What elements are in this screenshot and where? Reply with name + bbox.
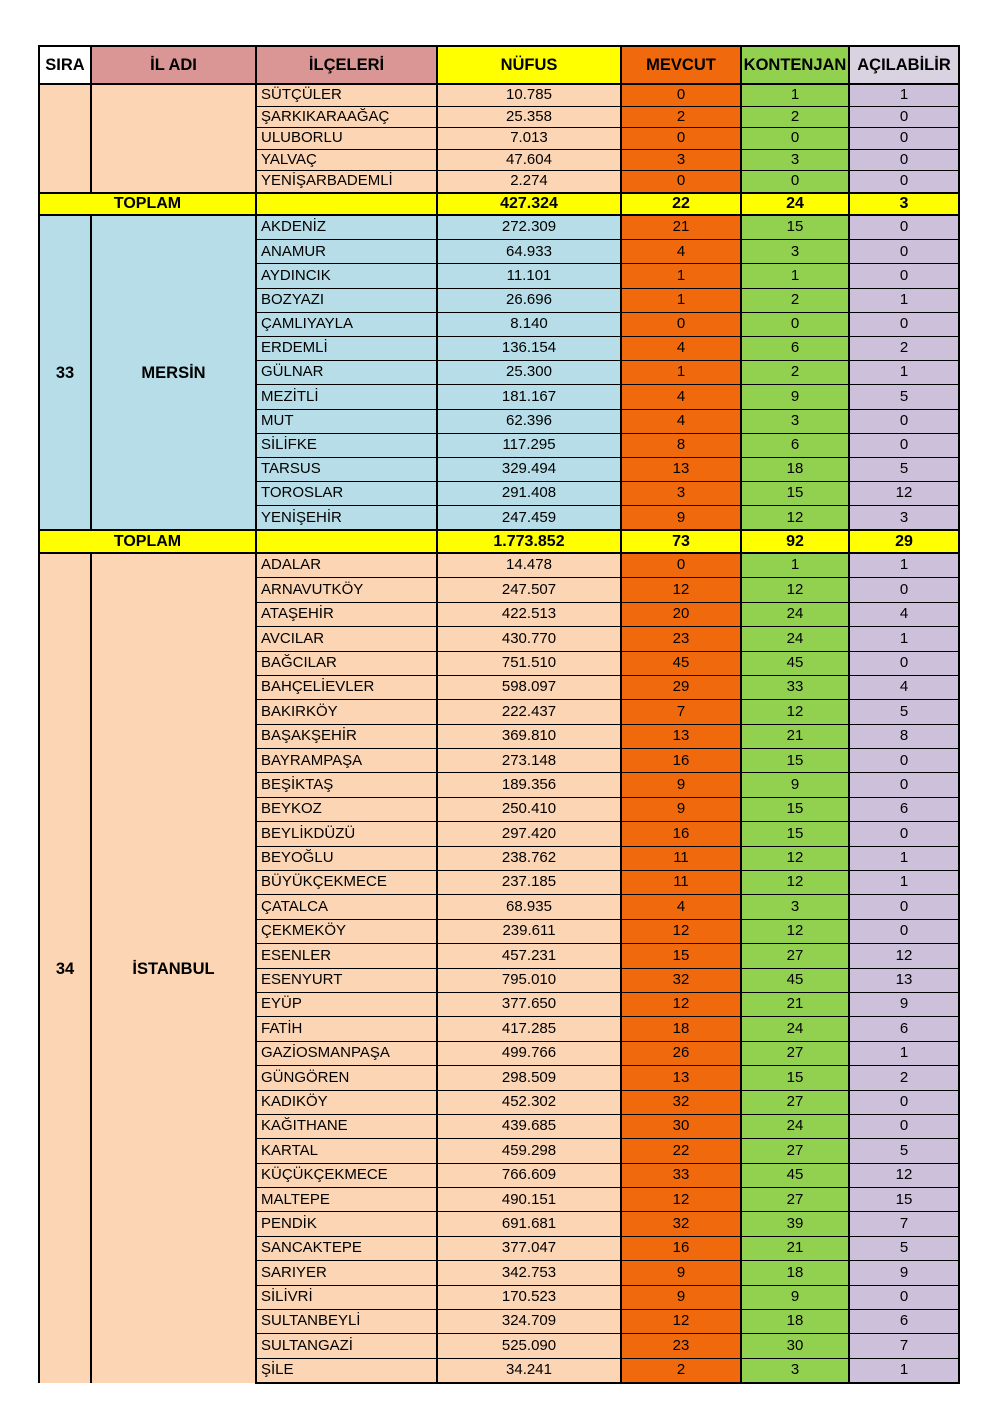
toplam-ilce-cell [256, 193, 437, 216]
mevcut-cell: 9 [621, 1261, 741, 1285]
district-cell: GÜLNAR [256, 361, 437, 385]
acilabilir-cell: 1 [849, 553, 959, 578]
nufus-cell: 377.047 [437, 1236, 621, 1260]
nufus-cell: 377.650 [437, 992, 621, 1016]
acilabilir-cell: 0 [849, 749, 959, 773]
mevcut-cell: 2 [621, 1358, 741, 1383]
kontenjan-cell: 21 [741, 724, 849, 748]
toplam-nufus-cell: 427.324 [437, 193, 621, 216]
kontenjan-cell: 24 [741, 602, 849, 626]
nufus-cell: 273.148 [437, 749, 621, 773]
mevcut-cell: 2 [621, 106, 741, 128]
district-cell: ÇEKMEKÖY [256, 919, 437, 943]
district-cell: SARIYER [256, 1261, 437, 1285]
acilabilir-cell: 0 [849, 1090, 959, 1114]
district-cell: ÇAMLIYAYLA [256, 312, 437, 336]
kontenjan-cell: 0 [741, 312, 849, 336]
toplam-mevcut-cell: 22 [621, 193, 741, 216]
district-cell: MUT [256, 409, 437, 433]
nufus-cell: 324.709 [437, 1310, 621, 1334]
nufus-cell: 181.167 [437, 385, 621, 409]
mevcut-cell: 32 [621, 1212, 741, 1236]
district-cell: KÜÇÜKÇEKMECE [256, 1163, 437, 1187]
kontenjan-cell: 27 [741, 944, 849, 968]
mevcut-cell: 45 [621, 651, 741, 675]
acilabilir-cell: 7 [849, 1212, 959, 1236]
kontenjan-cell: 27 [741, 1188, 849, 1212]
acilabilir-cell: 0 [849, 433, 959, 457]
kontenjan-cell: 12 [741, 846, 849, 870]
nufus-cell: 237.185 [437, 871, 621, 895]
col-header-nufus: NÜFUS [437, 46, 621, 84]
acilabilir-cell: 0 [849, 149, 959, 171]
nufus-cell: 8.140 [437, 312, 621, 336]
mevcut-cell: 13 [621, 1066, 741, 1090]
nufus-cell: 751.510 [437, 651, 621, 675]
district-cell: GÜNGÖREN [256, 1066, 437, 1090]
district-cell: YENİŞARBADEMLİ [256, 171, 437, 193]
mevcut-cell: 23 [621, 1334, 741, 1358]
kontenjan-cell: 12 [741, 700, 849, 724]
kontenjan-cell: 12 [741, 578, 849, 602]
mevcut-cell: 12 [621, 578, 741, 602]
nufus-cell: 25.358 [437, 106, 621, 128]
acilabilir-cell: 5 [849, 1139, 959, 1163]
acilabilir-cell: 0 [849, 312, 959, 336]
acilabilir-cell: 8 [849, 724, 959, 748]
mevcut-cell: 12 [621, 992, 741, 1016]
district-cell: BÜYÜKÇEKMECE [256, 871, 437, 895]
district-cell: FATİH [256, 1017, 437, 1041]
nufus-cell: 247.507 [437, 578, 621, 602]
mevcut-cell: 32 [621, 1090, 741, 1114]
mevcut-cell: 4 [621, 385, 741, 409]
mevcut-cell: 12 [621, 1188, 741, 1212]
kontenjan-cell: 12 [741, 506, 849, 531]
nufus-cell: 189.356 [437, 773, 621, 797]
acilabilir-cell: 0 [849, 1114, 959, 1138]
kontenjan-cell: 3 [741, 895, 849, 919]
acilabilir-cell: 5 [849, 385, 959, 409]
kontenjan-cell: 12 [741, 919, 849, 943]
kontenjan-cell: 1 [741, 264, 849, 288]
kontenjan-cell: 3 [741, 1358, 849, 1383]
mevcut-cell: 7 [621, 700, 741, 724]
district-cell: PENDİK [256, 1212, 437, 1236]
sira-cell: 34 [39, 553, 91, 1383]
toplam-label: TOPLAM [39, 193, 256, 216]
nufus-cell: 272.309 [437, 215, 621, 240]
kontenjan-cell: 15 [741, 797, 849, 821]
acilabilir-cell: 5 [849, 700, 959, 724]
nufus-cell: 430.770 [437, 627, 621, 651]
toplam-ilce-cell [256, 530, 437, 553]
mevcut-cell: 16 [621, 749, 741, 773]
province-district-table [38, 45, 960, 1384]
nufus-cell: 64.933 [437, 240, 621, 264]
mevcut-cell: 4 [621, 240, 741, 264]
kontenjan-cell: 45 [741, 1163, 849, 1187]
acilabilir-cell: 0 [849, 651, 959, 675]
toplam-nufus-cell: 1.773.852 [437, 530, 621, 553]
nufus-cell: 11.101 [437, 264, 621, 288]
mevcut-cell: 0 [621, 312, 741, 336]
nufus-cell: 422.513 [437, 602, 621, 626]
sira-cell [39, 84, 91, 193]
mevcut-cell: 0 [621, 553, 741, 578]
mevcut-cell: 22 [621, 1139, 741, 1163]
nufus-cell: 117.295 [437, 433, 621, 457]
col-header-kontenjan: KONTENJAN [741, 46, 849, 84]
mevcut-cell: 1 [621, 264, 741, 288]
kontenjan-cell: 0 [741, 171, 849, 193]
acilabilir-cell: 0 [849, 128, 959, 150]
district-cell: SANCAKTEPE [256, 1236, 437, 1260]
kontenjan-cell: 6 [741, 336, 849, 360]
acilabilir-cell: 1 [849, 871, 959, 895]
district-cell: YALVAÇ [256, 149, 437, 171]
kontenjan-cell: 3 [741, 149, 849, 171]
toplam-acilabilir-cell: 29 [849, 530, 959, 553]
mevcut-cell: 33 [621, 1163, 741, 1187]
kontenjan-cell: 18 [741, 1310, 849, 1334]
mevcut-cell: 8 [621, 433, 741, 457]
district-cell: BEYLİKDÜZÜ [256, 822, 437, 846]
district-cell: BOZYAZI [256, 288, 437, 312]
nufus-cell: 417.285 [437, 1017, 621, 1041]
kontenjan-cell: 39 [741, 1212, 849, 1236]
nufus-cell: 222.437 [437, 700, 621, 724]
kontenjan-cell: 1 [741, 553, 849, 578]
mevcut-cell: 3 [621, 482, 741, 506]
district-cell: ARNAVUTKÖY [256, 578, 437, 602]
acilabilir-cell: 1 [849, 1358, 959, 1383]
mevcut-cell: 15 [621, 944, 741, 968]
acilabilir-cell: 0 [849, 822, 959, 846]
district-cell: BAHÇELİEVLER [256, 675, 437, 699]
district-cell: AKDENİZ [256, 215, 437, 240]
il-cell [91, 84, 256, 193]
kontenjan-cell: 24 [741, 1114, 849, 1138]
nufus-cell: 2.274 [437, 171, 621, 193]
district-cell: BEYOĞLU [256, 846, 437, 870]
district-cell: YENİŞEHİR [256, 506, 437, 531]
nufus-cell: 457.231 [437, 944, 621, 968]
mevcut-cell: 9 [621, 506, 741, 531]
district-cell: ŞİLE [256, 1358, 437, 1383]
kontenjan-cell: 9 [741, 773, 849, 797]
table-row [39, 215, 959, 240]
kontenjan-cell: 15 [741, 822, 849, 846]
acilabilir-cell: 5 [849, 1236, 959, 1260]
acilabilir-cell: 1 [849, 846, 959, 870]
nufus-cell: 459.298 [437, 1139, 621, 1163]
district-cell: BAYRAMPAŞA [256, 749, 437, 773]
mevcut-cell: 1 [621, 361, 741, 385]
nufus-cell: 34.241 [437, 1358, 621, 1383]
mevcut-cell: 20 [621, 602, 741, 626]
col-header-acilabilir: AÇILABİLİR [849, 46, 959, 84]
nufus-cell: 499.766 [437, 1041, 621, 1065]
district-cell: SİLİVRİ [256, 1285, 437, 1309]
district-cell: SİLİFKE [256, 433, 437, 457]
nufus-cell: 691.681 [437, 1212, 621, 1236]
kontenjan-cell: 27 [741, 1139, 849, 1163]
toplam-label: TOPLAM [39, 530, 256, 553]
acilabilir-cell: 6 [849, 797, 959, 821]
nufus-cell: 452.302 [437, 1090, 621, 1114]
acilabilir-cell: 2 [849, 1066, 959, 1090]
acilabilir-cell: 15 [849, 1188, 959, 1212]
kontenjan-cell: 27 [741, 1041, 849, 1065]
district-cell: ŞARKIKARAAĞAÇ [256, 106, 437, 128]
acilabilir-cell: 0 [849, 264, 959, 288]
acilabilir-cell: 1 [849, 288, 959, 312]
acilabilir-cell: 0 [849, 895, 959, 919]
kontenjan-cell: 21 [741, 992, 849, 1016]
nufus-cell: 342.753 [437, 1261, 621, 1285]
acilabilir-cell: 6 [849, 1310, 959, 1334]
acilabilir-cell: 0 [849, 1285, 959, 1309]
kontenjan-cell: 2 [741, 361, 849, 385]
district-cell: ANAMUR [256, 240, 437, 264]
district-cell: TARSUS [256, 457, 437, 481]
nufus-cell: 439.685 [437, 1114, 621, 1138]
sira-cell: 33 [39, 215, 91, 530]
kontenjan-cell: 15 [741, 215, 849, 240]
acilabilir-cell: 1 [849, 84, 959, 106]
nufus-cell: 47.604 [437, 149, 621, 171]
nufus-cell: 10.785 [437, 84, 621, 106]
toplam-kontenjan-cell: 24 [741, 193, 849, 216]
kontenjan-cell: 15 [741, 1066, 849, 1090]
nufus-cell: 525.090 [437, 1334, 621, 1358]
mevcut-cell: 30 [621, 1114, 741, 1138]
kontenjan-cell: 2 [741, 288, 849, 312]
nufus-cell: 239.611 [437, 919, 621, 943]
mevcut-cell: 4 [621, 409, 741, 433]
kontenjan-cell: 15 [741, 482, 849, 506]
kontenjan-cell: 33 [741, 675, 849, 699]
district-cell: AVCILAR [256, 627, 437, 651]
nufus-cell: 7.013 [437, 128, 621, 150]
kontenjan-cell: 45 [741, 968, 849, 992]
district-cell: TOROSLAR [256, 482, 437, 506]
col-header-ilceleri: İLÇELERİ [256, 46, 437, 84]
district-cell: ERDEMLİ [256, 336, 437, 360]
mevcut-cell: 16 [621, 822, 741, 846]
kontenjan-cell: 3 [741, 409, 849, 433]
mevcut-cell: 0 [621, 128, 741, 150]
mevcut-cell: 29 [621, 675, 741, 699]
nufus-cell: 238.762 [437, 846, 621, 870]
acilabilir-cell: 9 [849, 1261, 959, 1285]
mevcut-cell: 9 [621, 797, 741, 821]
mevcut-cell: 4 [621, 336, 741, 360]
nufus-cell: 766.609 [437, 1163, 621, 1187]
il-cell: MERSİN [91, 215, 256, 530]
district-cell: BEYKOZ [256, 797, 437, 821]
mevcut-cell: 11 [621, 846, 741, 870]
district-cell: ESENLER [256, 944, 437, 968]
acilabilir-cell: 1 [849, 627, 959, 651]
nufus-cell: 170.523 [437, 1285, 621, 1309]
nufus-cell: 26.696 [437, 288, 621, 312]
acilabilir-cell: 2 [849, 336, 959, 360]
acilabilir-cell: 0 [849, 171, 959, 193]
nufus-cell: 291.408 [437, 482, 621, 506]
mevcut-cell: 9 [621, 773, 741, 797]
kontenjan-cell: 30 [741, 1334, 849, 1358]
col-header-mevcut: MEVCUT [621, 46, 741, 84]
district-cell: ÇATALCA [256, 895, 437, 919]
header-row [39, 46, 959, 84]
acilabilir-cell: 4 [849, 675, 959, 699]
kontenjan-cell: 0 [741, 128, 849, 150]
acilabilir-cell: 0 [849, 240, 959, 264]
mevcut-cell: 3 [621, 149, 741, 171]
mevcut-cell: 32 [621, 968, 741, 992]
acilabilir-cell: 9 [849, 992, 959, 1016]
nufus-cell: 598.097 [437, 675, 621, 699]
district-cell: GAZİOSMANPAŞA [256, 1041, 437, 1065]
nufus-cell: 795.010 [437, 968, 621, 992]
mevcut-cell: 13 [621, 724, 741, 748]
acilabilir-cell: 5 [849, 457, 959, 481]
kontenjan-cell: 45 [741, 651, 849, 675]
kontenjan-cell: 9 [741, 385, 849, 409]
kontenjan-cell: 9 [741, 1285, 849, 1309]
nufus-cell: 369.810 [437, 724, 621, 748]
kontenjan-cell: 21 [741, 1236, 849, 1260]
district-cell: KARTAL [256, 1139, 437, 1163]
mevcut-cell: 16 [621, 1236, 741, 1260]
district-cell: MEZİTLİ [256, 385, 437, 409]
kontenjan-cell: 18 [741, 1261, 849, 1285]
toplam-acilabilir-cell: 3 [849, 193, 959, 216]
district-cell: EYÜP [256, 992, 437, 1016]
table-body [39, 84, 959, 1383]
acilabilir-cell: 0 [849, 215, 959, 240]
acilabilir-cell: 1 [849, 361, 959, 385]
district-cell: BEŞİKTAŞ [256, 773, 437, 797]
toplam-mevcut-cell: 73 [621, 530, 741, 553]
toplam-kontenjan-cell: 92 [741, 530, 849, 553]
table-row [39, 84, 959, 106]
acilabilir-cell: 0 [849, 409, 959, 433]
mevcut-cell: 26 [621, 1041, 741, 1065]
acilabilir-cell: 13 [849, 968, 959, 992]
mevcut-cell: 12 [621, 1310, 741, 1334]
kontenjan-cell: 6 [741, 433, 849, 457]
table-row [39, 553, 959, 578]
kontenjan-cell: 15 [741, 749, 849, 773]
mevcut-cell: 0 [621, 84, 741, 106]
mevcut-cell: 1 [621, 288, 741, 312]
nufus-cell: 490.151 [437, 1188, 621, 1212]
col-header-il-adi: İL ADI [91, 46, 256, 84]
acilabilir-cell: 12 [849, 482, 959, 506]
mevcut-cell: 9 [621, 1285, 741, 1309]
acilabilir-cell: 7 [849, 1334, 959, 1358]
acilabilir-cell: 3 [849, 506, 959, 531]
mevcut-cell: 23 [621, 627, 741, 651]
nufus-cell: 250.410 [437, 797, 621, 821]
nufus-cell: 68.935 [437, 895, 621, 919]
mevcut-cell: 12 [621, 919, 741, 943]
mevcut-cell: 11 [621, 871, 741, 895]
kontenjan-cell: 2 [741, 106, 849, 128]
kontenjan-cell: 1 [741, 84, 849, 106]
nufus-cell: 25.300 [437, 361, 621, 385]
district-cell: MALTEPE [256, 1188, 437, 1212]
acilabilir-cell: 1 [849, 1041, 959, 1065]
acilabilir-cell: 12 [849, 1163, 959, 1187]
mevcut-cell: 4 [621, 895, 741, 919]
kontenjan-cell: 18 [741, 457, 849, 481]
toplam-row [39, 530, 959, 553]
mevcut-cell: 18 [621, 1017, 741, 1041]
district-cell: BAŞAKŞEHİR [256, 724, 437, 748]
il-cell: İSTANBUL [91, 553, 256, 1383]
acilabilir-cell: 0 [849, 106, 959, 128]
district-cell: BAKIRKÖY [256, 700, 437, 724]
nufus-cell: 298.509 [437, 1066, 621, 1090]
district-cell: BAĞCILAR [256, 651, 437, 675]
nufus-cell: 297.420 [437, 822, 621, 846]
acilabilir-cell: 0 [849, 919, 959, 943]
district-cell: KADIKÖY [256, 1090, 437, 1114]
acilabilir-cell: 0 [849, 578, 959, 602]
nufus-cell: 329.494 [437, 457, 621, 481]
kontenjan-cell: 12 [741, 871, 849, 895]
district-cell: ESENYURT [256, 968, 437, 992]
kontenjan-cell: 3 [741, 240, 849, 264]
acilabilir-cell: 4 [849, 602, 959, 626]
district-cell: ULUBORLU [256, 128, 437, 150]
district-cell: SÜTÇÜLER [256, 84, 437, 106]
district-cell: SULTANBEYLİ [256, 1310, 437, 1334]
nufus-cell: 136.154 [437, 336, 621, 360]
district-cell: ADALAR [256, 553, 437, 578]
mevcut-cell: 21 [621, 215, 741, 240]
mevcut-cell: 13 [621, 457, 741, 481]
acilabilir-cell: 12 [849, 944, 959, 968]
acilabilir-cell: 6 [849, 1017, 959, 1041]
kontenjan-cell: 27 [741, 1090, 849, 1114]
col-header-sira: SIRA [39, 46, 91, 84]
kontenjan-cell: 24 [741, 1017, 849, 1041]
nufus-cell: 247.459 [437, 506, 621, 531]
toplam-row [39, 193, 959, 216]
acilabilir-cell: 0 [849, 773, 959, 797]
district-cell: ATAŞEHİR [256, 602, 437, 626]
district-cell: SULTANGAZİ [256, 1334, 437, 1358]
nufus-cell: 14.478 [437, 553, 621, 578]
kontenjan-cell: 24 [741, 627, 849, 651]
nufus-cell: 62.396 [437, 409, 621, 433]
district-cell: KAĞITHANE [256, 1114, 437, 1138]
district-cell: AYDINCIK [256, 264, 437, 288]
mevcut-cell: 0 [621, 171, 741, 193]
